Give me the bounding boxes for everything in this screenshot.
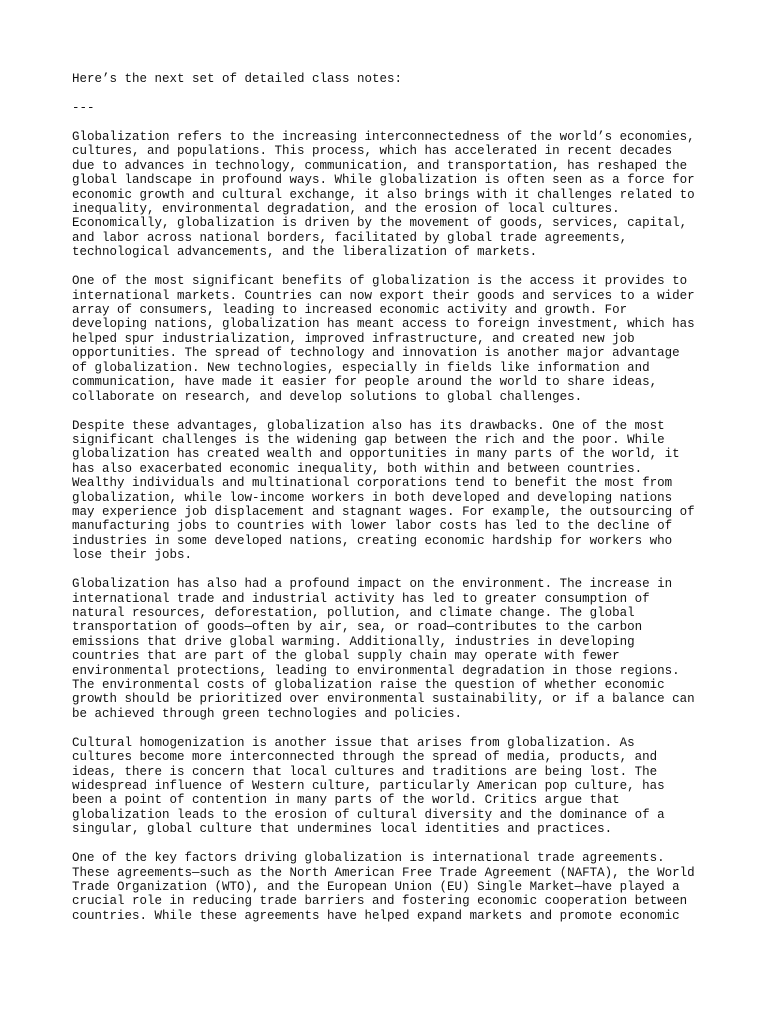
- paragraph-environment: Globalization has also had a profound impact on the environment. The increase in international trade and industrial activity has led to greater consumption of natural resources, deforestation, pollution, and climate change. The global transportation of goods—often by air, sea, or road—contributes to the carbon emissions that drive global warming. Additionally, industries in developing countries that are part of the global supply chain may operate with fewer environmental protections, leading to environmental degradation in those regions. The environmental costs of globalization raise the question of whether economic growth should be prioritized over environmental sustainability, or if a balance can be achieved through green technologies and policies.: [72, 577, 695, 721]
- separator: ---: [72, 101, 95, 115]
- paragraph-benefits: One of the most significant benefits of globalization is the access it provides to international markets. Countries can now export their goods and services to a wider array of consumers, leading to increased economic activity and growth. For developing nations, globalization has meant access to foreign investment, which has helped spur industrialization, improved infrastructure, and created new job opportunities. The spread of technology and innovation is another major advantage of globalization. New technologies, especially in fields like information and communication, have made it easier for people around the world to share ideas, collaborate on research, and develop solutions to global challenges.: [72, 274, 695, 404]
- document-page: [72, 72, 704, 938]
- paragraph-drawbacks: Despite these advantages, globalization also has its drawbacks. One of the most significant challenges is the widening gap between the rich and the poor. While globalization has created wealth and opportunities in many parts of the world, it has also exacerbated economic inequality, both within and between countries. Wealthy individuals and multinational corporations tend to benefit the most from globalization, while low-income workers in both developed and developing nations may experience job displacement and stagnant wages. For example, the outsourcing of manufacturing jobs to countries with lower labor costs has led to the decline of industries in some developed nations, creating economic hardship for workers who lose their jobs.: [72, 418, 695, 563]
- paragraph-culture: Cultural homogenization is another issue that arises from globalization. As cultures become more interconnected through the spread of media, products, and ideas, there is concern that local cultures and traditions are being lost. The widespread influence of Western culture, particularly American pop culture, has been a point of contention in many parts of the world. Critics argue that globalization leads to the erosion of cultural diversity and the dominance of a singular, global culture that undermines local identities and practices.: [72, 735, 665, 837]
- paragraph-trade-agreements: One of the key factors driving globalization is international trade agreements. These agreements—such as the North American Free Trade Agreement (NAFTA), the World Trade Organization (WTO), and the European Union (EU) Single Market—have played a crucial role in reducing trade barriers and fostering economic cooperation between countries. While these agreements have helped expand markets and promote economic: [72, 851, 695, 923]
- paragraph-definition: Globalization refers to the increasing interconnectedness of the world’s economies, cultures, and populations. This process, which has accelerated in recent decades due to advances in technology, communication, and transportation, has reshaped the global landscape in profound ways. While globalization is often seen as a force for economic growth and cultural exchange, it also brings with it challenges related to inequality, environmental degradation, and the erosion of local cultures. Economically, globalization is driven by the movement of goods, services, capital, and labor across national borders, facilitated by global trade agreements, technological advancements, and the liberalization of markets.: [72, 130, 695, 260]
- intro-line: Here’s the next set of detailed class notes:: [72, 72, 403, 86]
